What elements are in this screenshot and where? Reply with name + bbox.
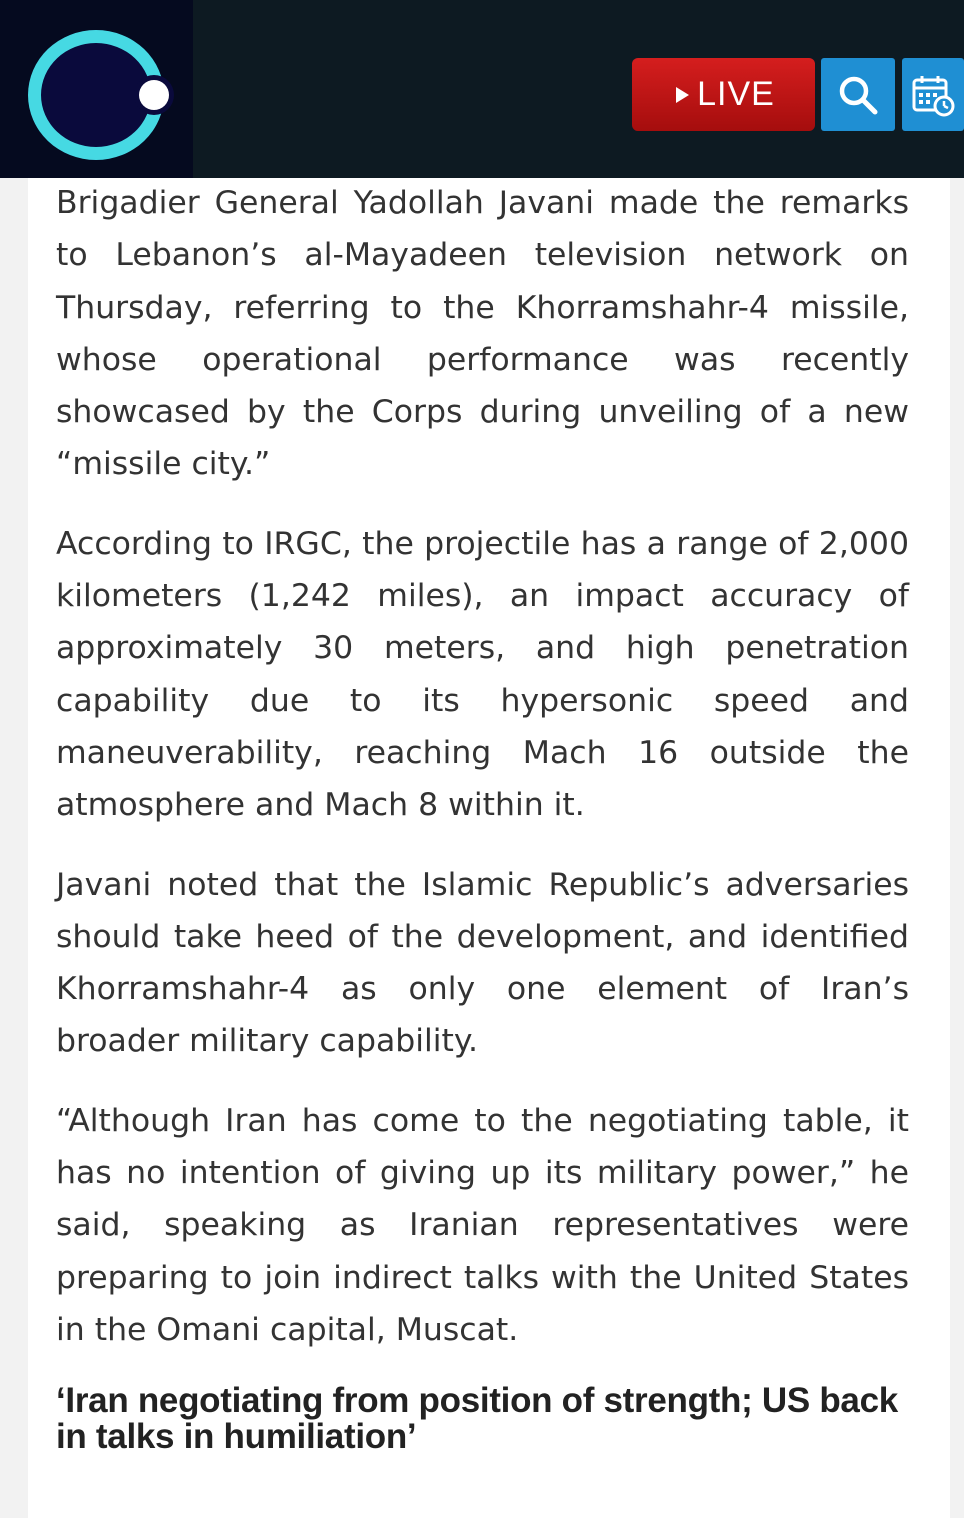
top-navigation-bar	[0, 0, 964, 178]
play-icon	[676, 87, 689, 103]
article-body	[56, 177, 909, 1455]
article-subheading: ‘Iran negotiating from position of strength; US back in talks in humiliation’	[56, 1381, 898, 1457]
live-button[interactable]	[632, 58, 815, 131]
search-icon	[837, 74, 879, 116]
logo-link[interactable]	[0, 0, 193, 178]
schedule-button[interactable]	[902, 58, 964, 131]
search-button[interactable]	[821, 58, 895, 131]
calendar-clock-icon	[911, 73, 955, 117]
article-paragraph: According to IRGC, the projectile has a range of 2,000 kilometers (1,242 miles), an impact accuracy of approximately 30 meters, and high penetration capability due to its hypersonic speed and maneuverability, reaching Mach 16 outside the atmosphere and Mach 8 within it.	[56, 525, 909, 824]
presstv-ring-logo-icon	[28, 30, 164, 160]
logo-dot	[139, 80, 169, 110]
article-paragraph: Javani noted that the Islamic Republic’s adversaries should take heed of the development, and identified Khorramshahr-4 as only one element of Iran’s broader military capability.	[56, 866, 909, 1060]
article-paragraph: Brigadier General Yadollah Javani made the remarks to Lebanon’s al-Mayadeen television network on Thursday, referring to the Khorramshahr-4 missile, whose operational performance was recently showcased by the Corps during unveiling of a new “missile city.”	[56, 185, 909, 483]
article-paragraph: “Although Iran has come to the negotiating table, it has no intention of giving up its military power,” he said, speaking as Iranian representatives were preparing to join indirect talks with the United States in the Omani capital, Muscat.	[56, 1102, 909, 1348]
live-label: LIVE	[697, 75, 775, 113]
